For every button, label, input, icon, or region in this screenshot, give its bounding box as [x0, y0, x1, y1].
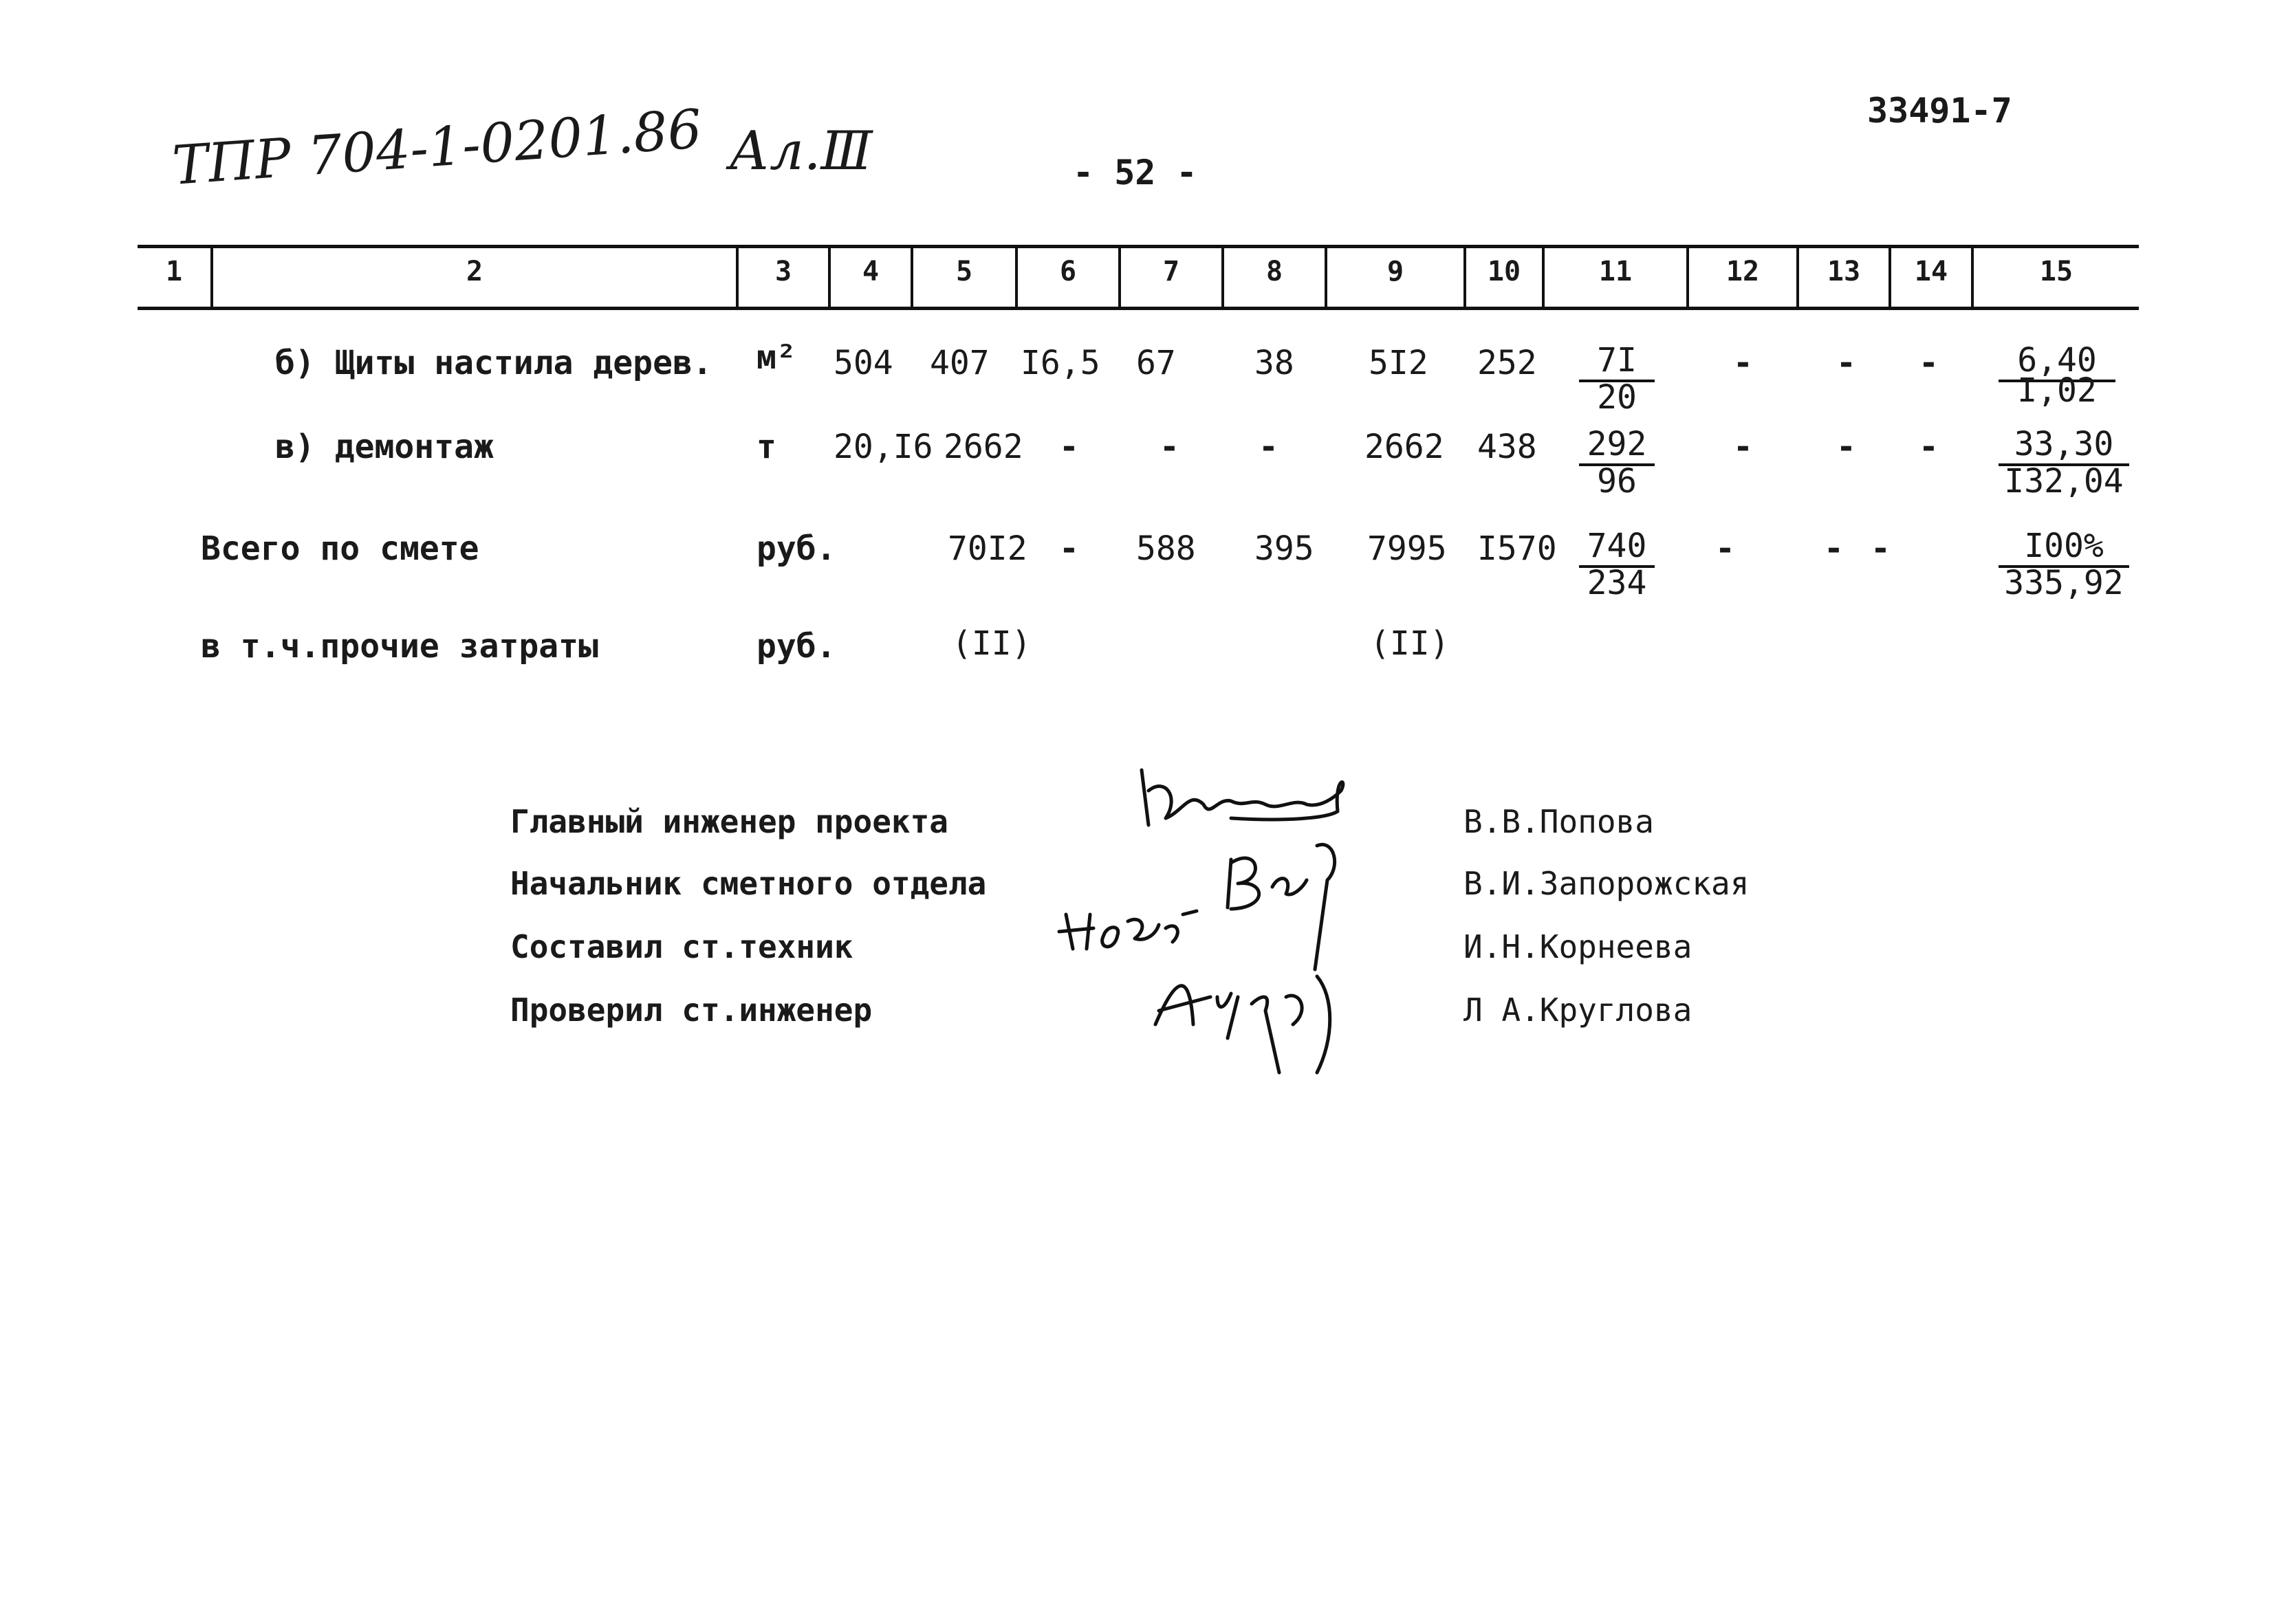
- cell-c4: 504: [834, 344, 893, 382]
- cell-c9: 5I2: [1369, 344, 1428, 382]
- row-name: в т.ч.прочие затраты: [201, 627, 598, 666]
- cell-c14: -: [1871, 529, 1891, 568]
- cell-c12: -: [1733, 428, 1753, 466]
- column-header: 15: [2039, 256, 2073, 287]
- cell-c7: -: [1160, 428, 1179, 466]
- table-top-rule: [138, 245, 2139, 248]
- column-header: 1: [165, 256, 183, 287]
- cell-c8: 395: [1254, 529, 1314, 568]
- cell-c14: -: [1919, 428, 1939, 466]
- cell-c10: I570: [1477, 529, 1557, 568]
- cell-c11-bottom: 20: [1597, 378, 1637, 417]
- cell-c15-bottom: I,02: [2017, 371, 2097, 410]
- signature-name: В.В.Попова: [1463, 803, 1654, 840]
- cell-c9: (II): [1370, 624, 1450, 663]
- cell-c5: (II): [952, 624, 1032, 663]
- cell-c4: 20,I6: [834, 428, 933, 466]
- column-header: 2: [466, 256, 483, 287]
- cell-c13: -: [1824, 529, 1844, 568]
- signature-role: Главный инженер проекта: [510, 803, 948, 840]
- handwritten-album-number: Ал.Ⅲ: [729, 120, 873, 182]
- cell-c12: -: [1733, 344, 1753, 382]
- cell-c8: -: [1259, 428, 1278, 466]
- row-name: в) демонтаж: [275, 428, 494, 466]
- cell-c8: 38: [1254, 344, 1294, 382]
- cell-c15-top: 6,40: [1999, 341, 2115, 382]
- signature-name: И.Н.Корнеева: [1463, 928, 1692, 965]
- column-header: 13: [1827, 256, 1861, 287]
- cell-c13: -: [1836, 428, 1856, 466]
- row-unit: руб.: [756, 529, 836, 568]
- row-name: Всего по смете: [201, 529, 479, 568]
- column-header: 3: [774, 256, 792, 287]
- cell-c5: 407: [930, 344, 990, 382]
- cell-c12: -: [1715, 529, 1735, 568]
- handwritten-signatures-image: [1045, 749, 1430, 1079]
- cell-c11-top: 740: [1579, 527, 1655, 568]
- page-number: - 52 -: [1073, 153, 1197, 193]
- cell-c7: 67: [1136, 344, 1176, 382]
- cell-c6: -: [1059, 529, 1079, 568]
- column-header: 12: [1726, 256, 1760, 287]
- cell-c5: 2662: [944, 428, 1023, 466]
- cell-c9: 7995: [1367, 529, 1447, 568]
- table-header-bottom-rule: [138, 307, 2139, 310]
- signature-role: Составил ст.техник: [510, 928, 853, 965]
- cell-c10: 252: [1477, 344, 1537, 382]
- column-header: 6: [1059, 256, 1077, 287]
- signature-role: Начальник сметного отдела: [510, 865, 987, 902]
- cell-c15-bottom: I32,04: [2004, 462, 2124, 501]
- column-header: 8: [1265, 256, 1283, 287]
- cell-c7: 588: [1136, 529, 1196, 568]
- column-header: 7: [1162, 256, 1180, 287]
- column-header: 5: [955, 256, 973, 287]
- row-unit: руб.: [756, 627, 836, 666]
- cell-c9: 2662: [1364, 428, 1444, 466]
- cell-c11-bottom: 234: [1587, 564, 1647, 602]
- cell-c11-top: 7I: [1579, 341, 1655, 382]
- column-header: 9: [1386, 256, 1404, 287]
- cell-c15-top: 33,30: [1999, 425, 2129, 466]
- row-name: б) Щиты настила дерев.: [275, 344, 712, 382]
- column-header: 10: [1487, 256, 1521, 287]
- signature-name: В.И.Запорожская: [1463, 865, 1750, 902]
- cell-c6: I6,5: [1021, 344, 1100, 382]
- cell-c11-bottom: 96: [1597, 462, 1637, 501]
- cell-c13: -: [1836, 344, 1856, 382]
- cell-c15-bottom: 335,92: [2004, 564, 2124, 602]
- cell-c10: 438: [1477, 428, 1537, 466]
- row-unit: м²: [756, 338, 796, 377]
- cell-c6: -: [1059, 428, 1079, 466]
- cell-c11-top: 292: [1579, 425, 1655, 466]
- column-header: 14: [1914, 256, 1948, 287]
- cell-c5: 70I2: [948, 529, 1027, 568]
- column-header: 11: [1598, 256, 1633, 287]
- signature-name: Л А.Круглова: [1463, 991, 1692, 1029]
- column-header: 4: [862, 256, 880, 287]
- cell-c15-top: I00%: [1999, 527, 2129, 568]
- handwritten-project-code: ТПР 704-1-0201.86: [170, 98, 704, 197]
- signature-role: Проверил ст.инженер: [510, 991, 873, 1029]
- row-unit: т: [756, 428, 776, 466]
- cell-c14: -: [1919, 344, 1939, 382]
- document-number: 33491-7: [1867, 91, 2012, 131]
